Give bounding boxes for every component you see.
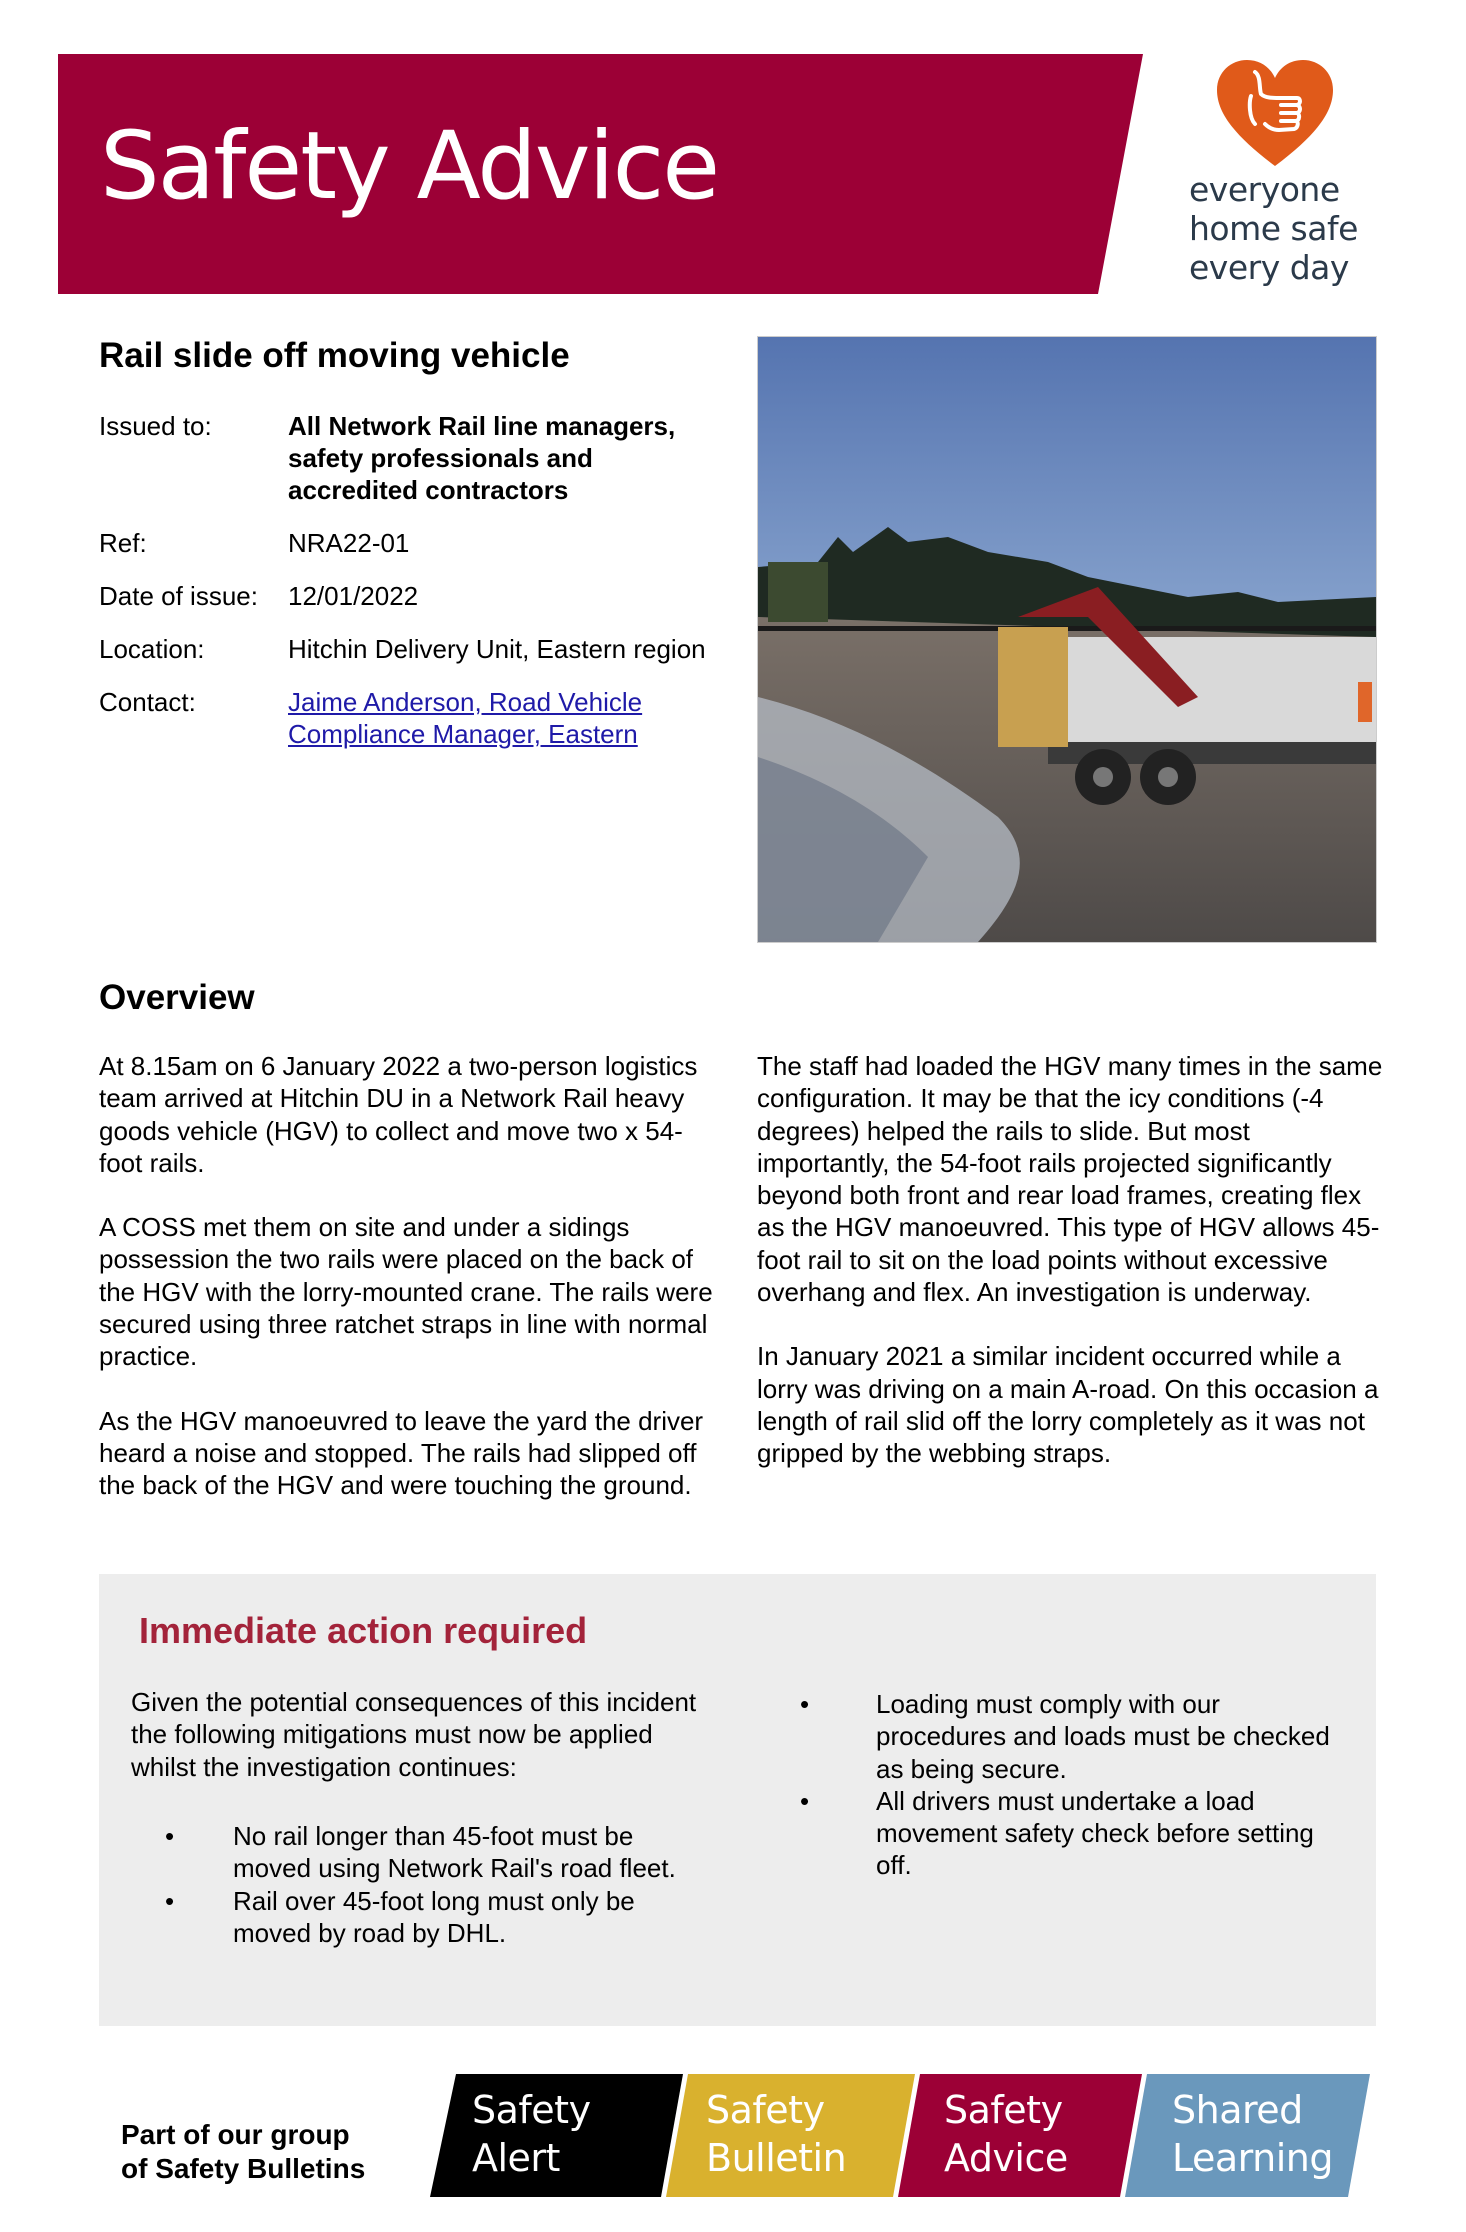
bullet-icon: • <box>165 1821 175 1851</box>
action-list-left <box>131 1820 701 1949</box>
action-item-text: Loading must comply with our procedures and loads must be checked as being secure. <box>876 1689 1330 1784</box>
everyone-home-safe-logo <box>1185 58 1405 298</box>
tag-line-1: Safety <box>472 2088 591 2132</box>
action-heading: Immediate action required <box>139 1610 588 1651</box>
heart-thumbs-up-icon <box>1215 58 1335 168</box>
page-title: Safety Advice <box>100 112 719 221</box>
meta-label: Issued to: <box>99 411 212 441</box>
overview-heading: Overview <box>99 978 255 1017</box>
meta-issued-to <box>99 410 739 506</box>
meta-value: 12/01/2022 <box>288 581 419 611</box>
caption-line-1: Part of our group <box>121 2119 350 2150</box>
meta-ref <box>99 527 739 559</box>
action-item-text: All drivers must undertake a load movement safety check before setting off. <box>876 1785 1314 1881</box>
meta-location <box>99 633 739 665</box>
overview-paragraph: In January 2021 a similar incident occurred while a lorry was driving on a main A-road. On this occasion a length of rail slid off the lorry completely as it was not gripped by the webbing straps. <box>757 1341 1379 1469</box>
logo-tagline <box>1189 170 1358 287</box>
action-list-right <box>796 1688 1336 1882</box>
contact-link[interactable]: Jaime Anderson, Road Vehicle Compliance Manager, Eastern <box>288 687 643 749</box>
overview-paragraph: As the HGV manoeuvred to leave the yard the driver heard a noise and stopped. The rails had slipped off the back of the HGV and were touching the ground. <box>99 1405 704 1501</box>
incident-photo <box>757 336 1377 943</box>
tag-line-1: Shared <box>1172 2088 1303 2132</box>
meta-value <box>288 686 728 750</box>
tag-line-2: Learning <box>1172 2136 1333 2180</box>
document-meta <box>99 410 739 771</box>
header-banner <box>58 54 1143 294</box>
tagline-line-3: every day <box>1189 248 1349 287</box>
action-item <box>796 1688 1336 1785</box>
meta-label: Ref: <box>99 528 147 558</box>
overview-right-column <box>757 1050 1387 1502</box>
bulletin-type-tags <box>430 2074 1390 2200</box>
tag-line-2: Bulletin <box>706 2136 847 2180</box>
tag-line-1: Safety <box>706 2088 825 2132</box>
overview-paragraph: At 8.15am on 6 January 2022 a two-person logistics team arrived at Hitchin DU in a Network Rail heavy goods vehicle (HGV) to collect and move two x 54-foot rails. <box>99 1051 698 1178</box>
meta-value: Hitchin Delivery Unit, Eastern region <box>288 634 706 664</box>
action-intro: Given the potential consequences of this incident the following mitigations must now be applied whilst the investigation continues: <box>131 1687 697 1782</box>
meta-contact <box>99 686 739 750</box>
bulletin-group-caption <box>121 2118 365 2186</box>
meta-label: Contact: <box>99 687 196 717</box>
tag-line-2: Advice <box>944 2136 1068 2180</box>
action-item-text: No rail longer than 45-foot must be moved using Network Rail's road fleet. <box>233 1821 676 1884</box>
overview-paragraph: The staff had loaded the HGV many times in the same configuration. It may be that the icy conditions (-4 degrees) helped the rails to slide. But most importantly, the 54-foot rails projected significantly beyond both front and rear load frames, creating flex as the HGV manoeuvred. This type of HGV allows 45-foot rail to sit on the load points without excessive overhang and flex. An investigation is underway. <box>757 1051 1383 1308</box>
document-title: Rail slide off moving vehicle <box>99 336 570 375</box>
tag-line-2: Alert <box>472 2136 560 2180</box>
action-item <box>796 1785 1336 1882</box>
tagline-line-2: home safe <box>1189 209 1358 248</box>
tag-shared-learning[interactable] <box>1172 2086 1333 2182</box>
bullet-icon: • <box>165 1885 175 1916</box>
tag-line-1: Safety <box>944 2088 1063 2132</box>
tag-safety-alert[interactable] <box>472 2086 591 2182</box>
meta-value: All Network Rail line managers, safety professionals and accredited contractors <box>288 411 676 505</box>
action-item-text: Rail over 45-foot long must only be moved by road by DHL. <box>233 1885 635 1948</box>
overview-left-column <box>99 1050 719 1534</box>
incident-photo-image <box>758 337 1376 942</box>
overview-paragraph: A COSS met them on site and under a sidings possession the two rails were placed on the back of the HGV with the lorry-mounted crane. The rails were secured using three ratchet straps in line with normal practice. <box>99 1212 713 1372</box>
bullet-icon: • <box>800 1785 810 1816</box>
action-item <box>131 1885 701 1950</box>
tag-safety-advice[interactable] <box>944 2086 1068 2182</box>
meta-label: Date of issue: <box>99 581 258 611</box>
meta-date-of-issue <box>99 580 739 612</box>
meta-label: Location: <box>99 634 205 664</box>
caption-line-2: of Safety Bulletins <box>121 2153 366 2184</box>
action-item <box>131 1820 701 1885</box>
tagline-line-1: everyone <box>1189 170 1340 209</box>
immediate-action-panel <box>99 1574 1376 2026</box>
meta-value: NRA22-01 <box>288 528 410 558</box>
tag-safety-bulletin[interactable] <box>706 2086 846 2182</box>
bullet-icon: • <box>800 1689 810 1719</box>
